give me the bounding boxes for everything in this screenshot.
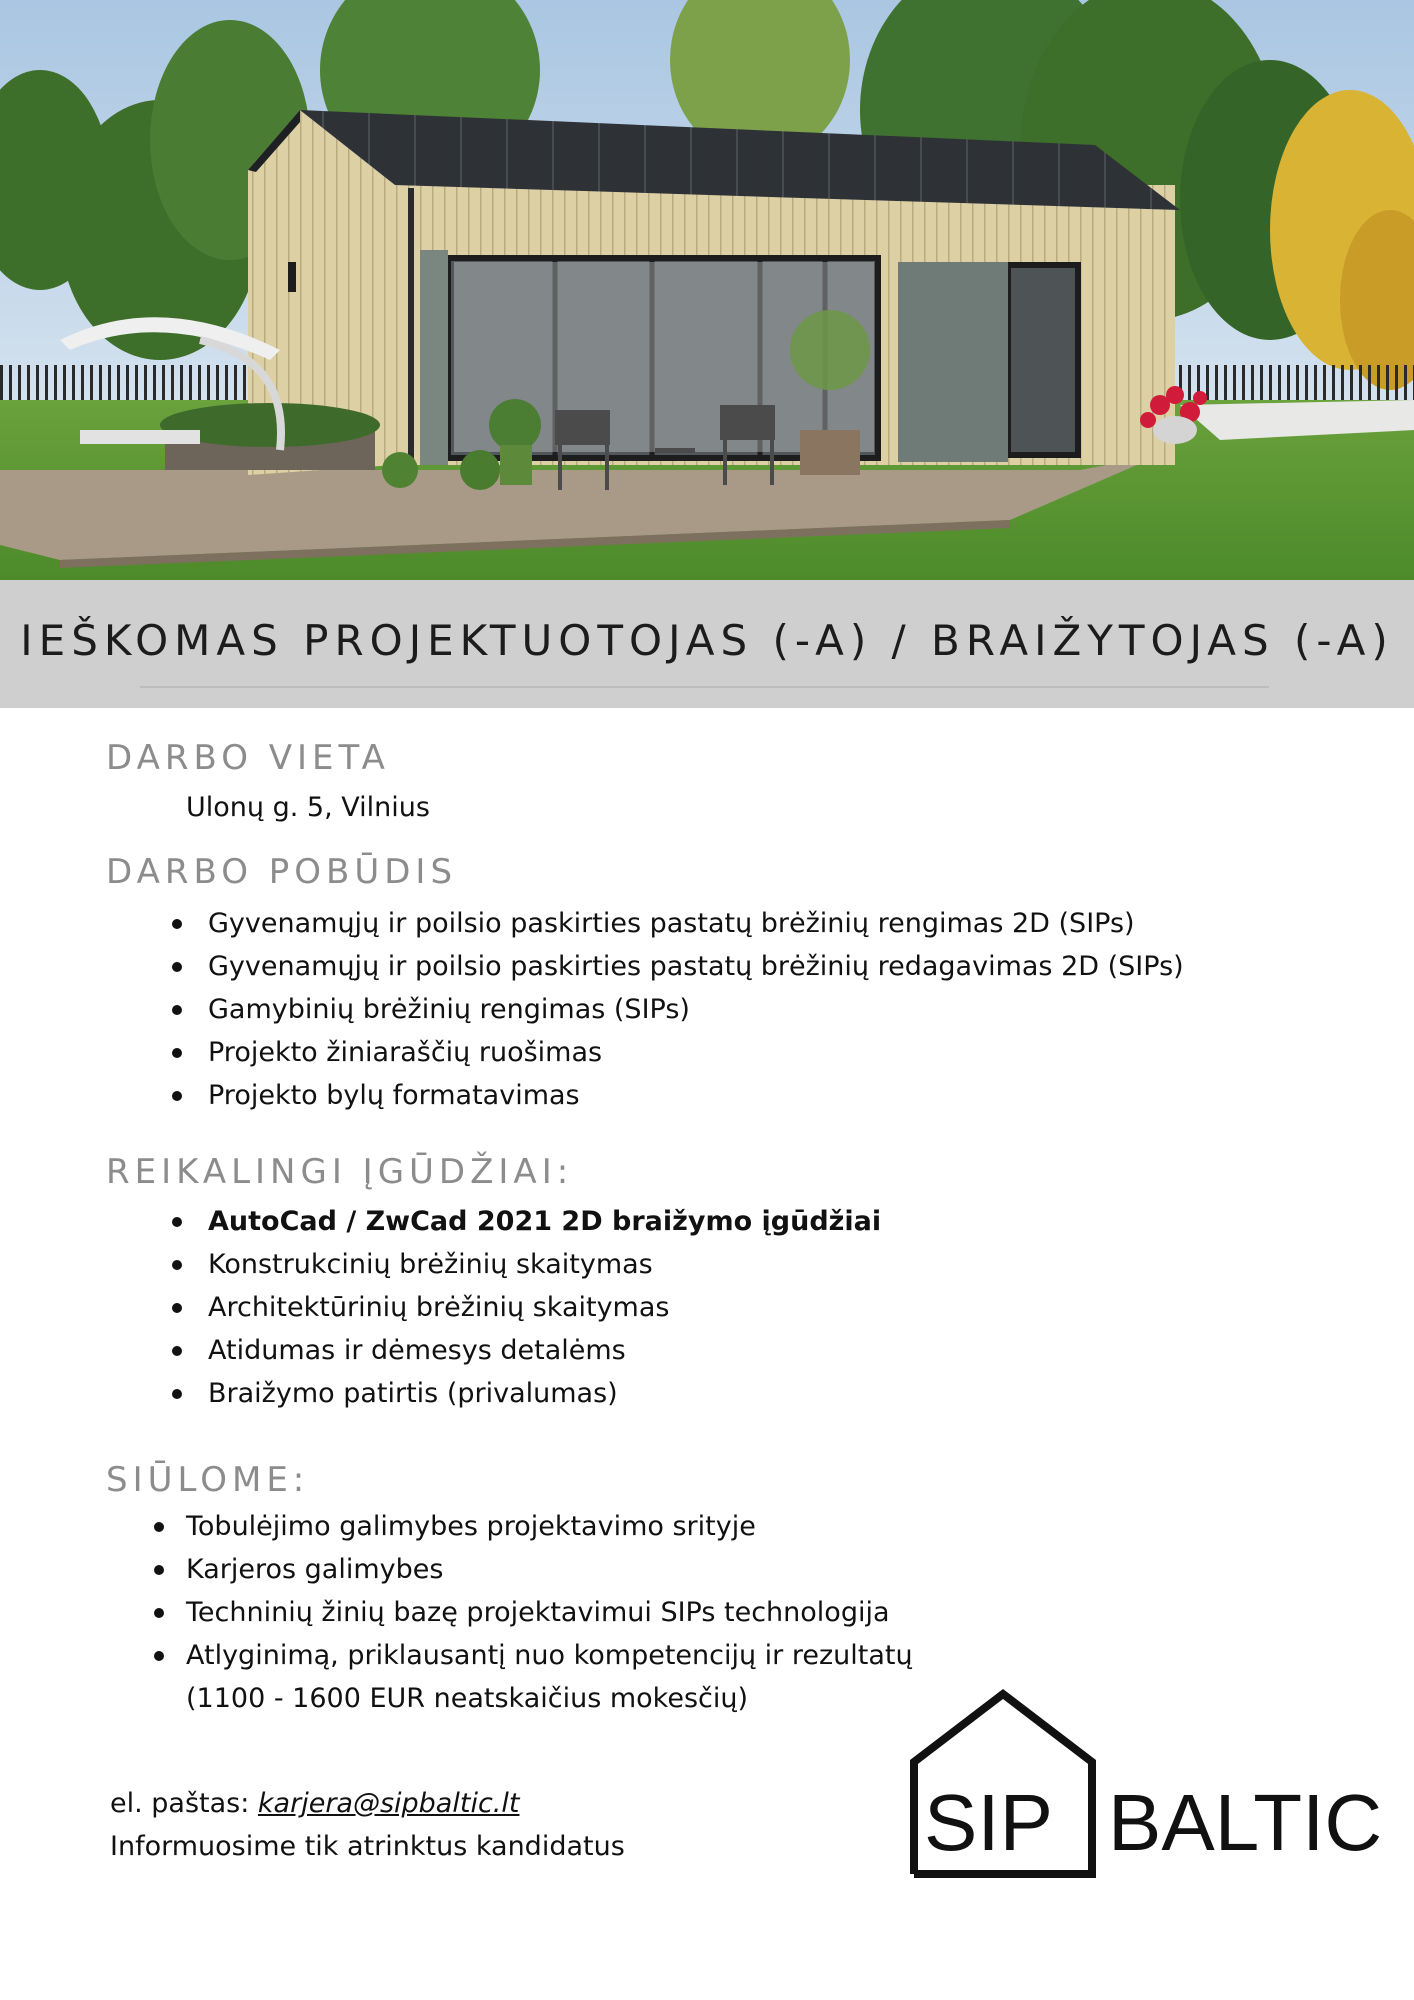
list-item: Atidumas ir dėmesys detalėms [208,1329,881,1372]
list-item: Architektūrinių brėžinių skaitymas [208,1286,881,1329]
duties-heading: DARBO POBŪDIS [106,852,458,892]
bullet [172,1303,182,1313]
contact-note: Informuosime tik atrinktus kandidatus [110,1831,625,1862]
list-item: Gyvenamųjų ir poilsio paskirties pastatų brėžinių rengimas 2D (SIPs) [208,902,1184,945]
logo-text-baltic: BALTIC [1108,1778,1383,1867]
list-item: Gyvenamųjų ir poilsio paskirties pastatų brėžinių redagavimas 2D (SIPs) [208,945,1184,988]
list-item: Gamybinių brėžinių rengimas (SIPs) [208,988,1184,1031]
workplace-address: Ulonų g. 5, Vilnius [186,792,430,823]
bullet [172,1091,182,1101]
email-link[interactable]: karjera@sipbaltic.lt [257,1788,520,1819]
skills-heading: REIKALINGI ĮGŪDŽIAI: [106,1152,574,1192]
list-item: Konstrukcinių brėžinių skaitymas [208,1243,881,1286]
list-item: Projekto bylų formatavimas [208,1074,1184,1117]
bullet [172,1217,182,1227]
bullet [154,1522,164,1532]
list-item: Tobulėjimo galimybes projektavimo srityje [186,1505,913,1548]
bullet [172,1346,182,1356]
bullet [154,1651,164,1661]
bullet [172,962,182,972]
bullet [172,919,182,929]
title-divider [140,686,1269,688]
hero-image [0,0,1414,580]
email-label: el. paštas: [110,1788,250,1819]
list-item: Atlyginimą, priklausantį nuo kompetencijų ir rezultatų [186,1634,913,1677]
page-title: IEŠKOMAS PROJEKTUOTOJAS (-A) / BRAIŽYTOJAS (-A) [20,616,1394,665]
list-item-continuation: (1100 - 1600 EUR neatskaičius mokesčių) [186,1683,749,1714]
skills-list [208,1200,881,1415]
offer-heading: SIŪLOME: [106,1460,310,1500]
logo-text-sip: SIP [924,1778,1053,1867]
list-item: Braižymo patirtis (privalumas) [208,1372,881,1415]
bullet [172,1389,182,1399]
workplace-heading: DARBO VIETA [106,738,390,778]
bullet [172,1005,182,1015]
list-item: Projekto žiniaraščių ruošimas [208,1031,1184,1074]
duties-list [208,902,1184,1117]
bullet [172,1260,182,1270]
list-item: Techninių žinių bazę projektavimui SIPs technologija [186,1591,913,1634]
bullet [154,1565,164,1575]
list-item: Karjeros galimybes [186,1548,913,1591]
list-item: AutoCad / ZwCad 2021 2D braižymo įgūdžiai [208,1200,881,1243]
bullet [154,1608,164,1618]
bullet [172,1048,182,1058]
title-band [0,580,1414,708]
offer-list [186,1505,913,1720]
contact-email-line [110,1788,519,1819]
sip-baltic-logo [908,1690,1383,1880]
